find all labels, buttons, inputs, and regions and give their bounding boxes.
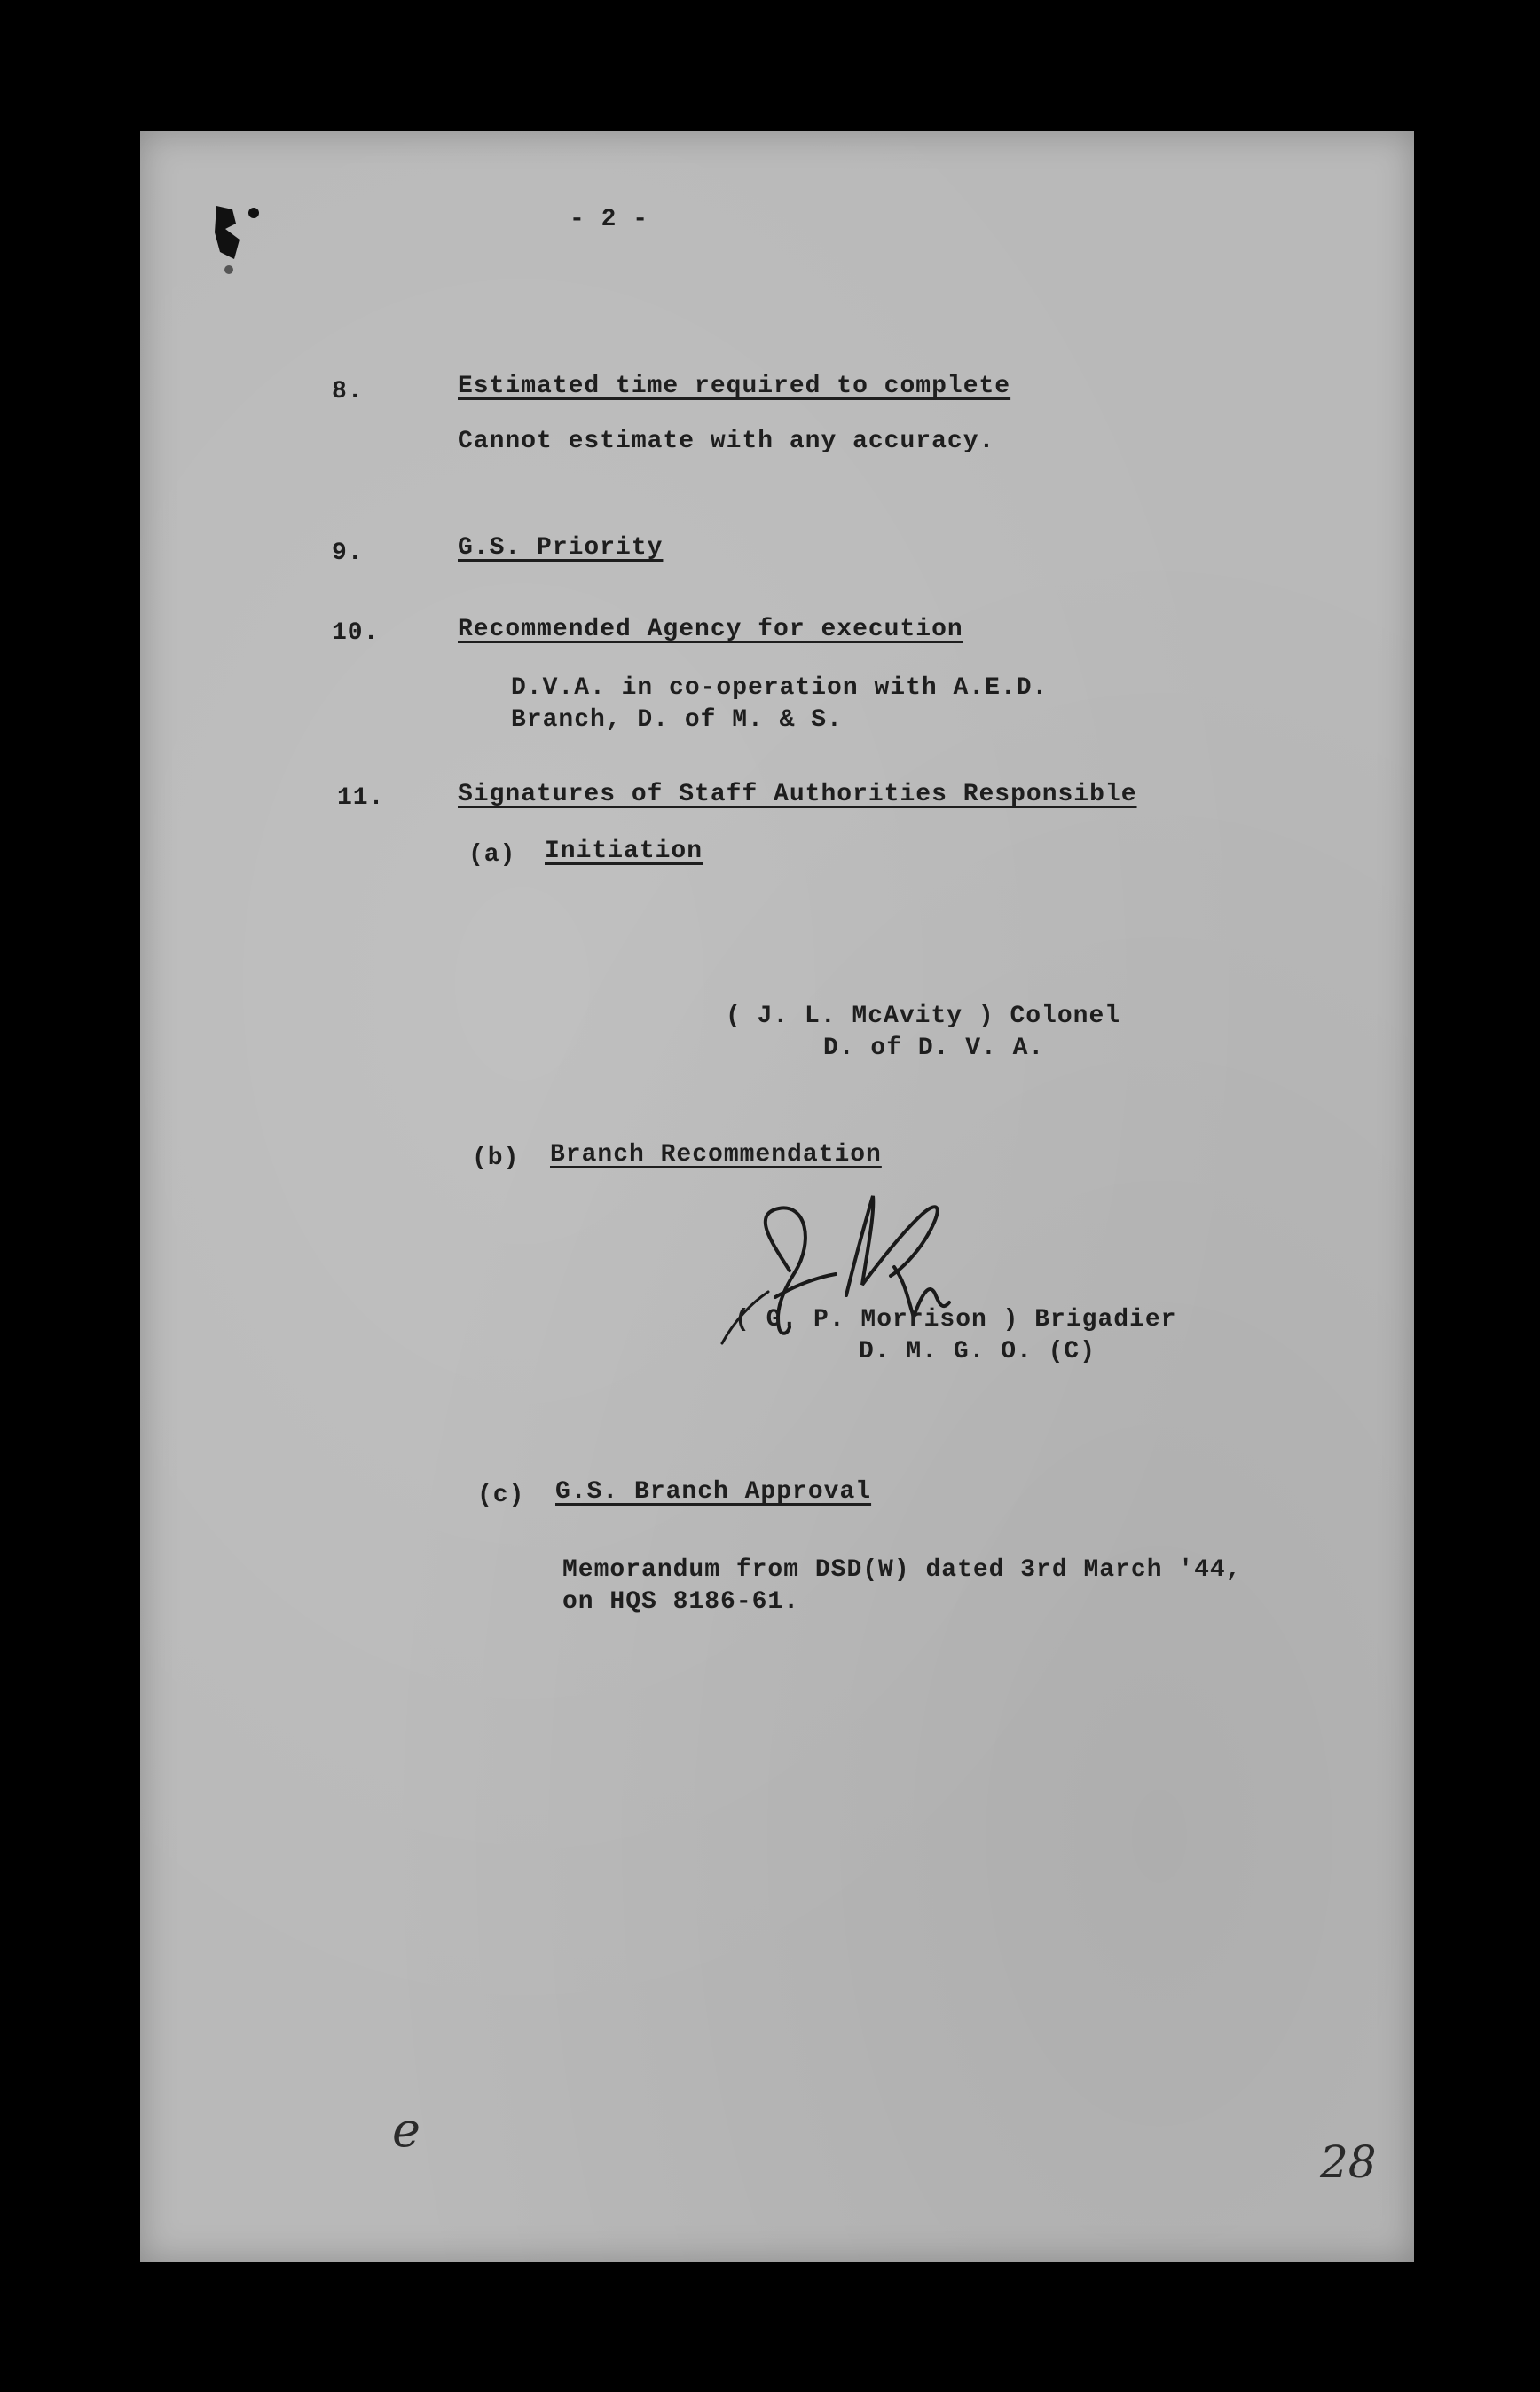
item-10-number: 10. [332, 619, 380, 647]
page-number: - 2 - [570, 206, 649, 233]
item-8-number: 8. [332, 378, 364, 405]
sub-a-title-line: D. of D. V. A. [823, 1035, 1045, 1062]
item-11-heading: Signatures of Staff Authorities Responsible [458, 781, 1137, 808]
handwritten-initial: e [392, 2102, 420, 2158]
sub-c-label: (c) [477, 1482, 525, 1509]
handwritten-page-count: 28 [1320, 2136, 1377, 2188]
item-10-line-2: Branch, D. of M. & S. [511, 706, 843, 734]
item-11-number: 11. [337, 784, 385, 812]
sub-c-line-2: on HQS 8186-61. [562, 1588, 800, 1616]
sub-a-heading: Initiation [545, 838, 703, 865]
sub-a-label: (a) [468, 841, 516, 869]
ink-smudge-mark [209, 197, 263, 277]
item-10-heading: Recommended Agency for execution [458, 616, 963, 643]
sub-a-name-line: ( J. L. McAvity ) Colonel [726, 1003, 1121, 1030]
item-10-line-1: D.V.A. in co-operation with A.E.D. [511, 674, 1049, 702]
sub-b-label: (b) [472, 1145, 520, 1172]
sub-c-heading: G.S. Branch Approval [555, 1478, 872, 1506]
document-page [140, 131, 1414, 2262]
item-9-number: 9. [332, 539, 364, 567]
item-8-text: Cannot estimate with any accuracy. [458, 428, 995, 455]
sub-c-line-1: Memorandum from DSD(W) dated 3rd March '44, [562, 1556, 1242, 1584]
sub-b-title-line: D. M. G. O. (C) [859, 1338, 1096, 1365]
sub-b-heading: Branch Recommendation [550, 1141, 882, 1168]
sub-b-name-line: ( G. P. Morrison ) Brigadier [735, 1306, 1177, 1334]
item-8-heading: Estimated time required to complete [458, 373, 1011, 400]
item-9-heading: G.S. Priority [458, 534, 664, 562]
